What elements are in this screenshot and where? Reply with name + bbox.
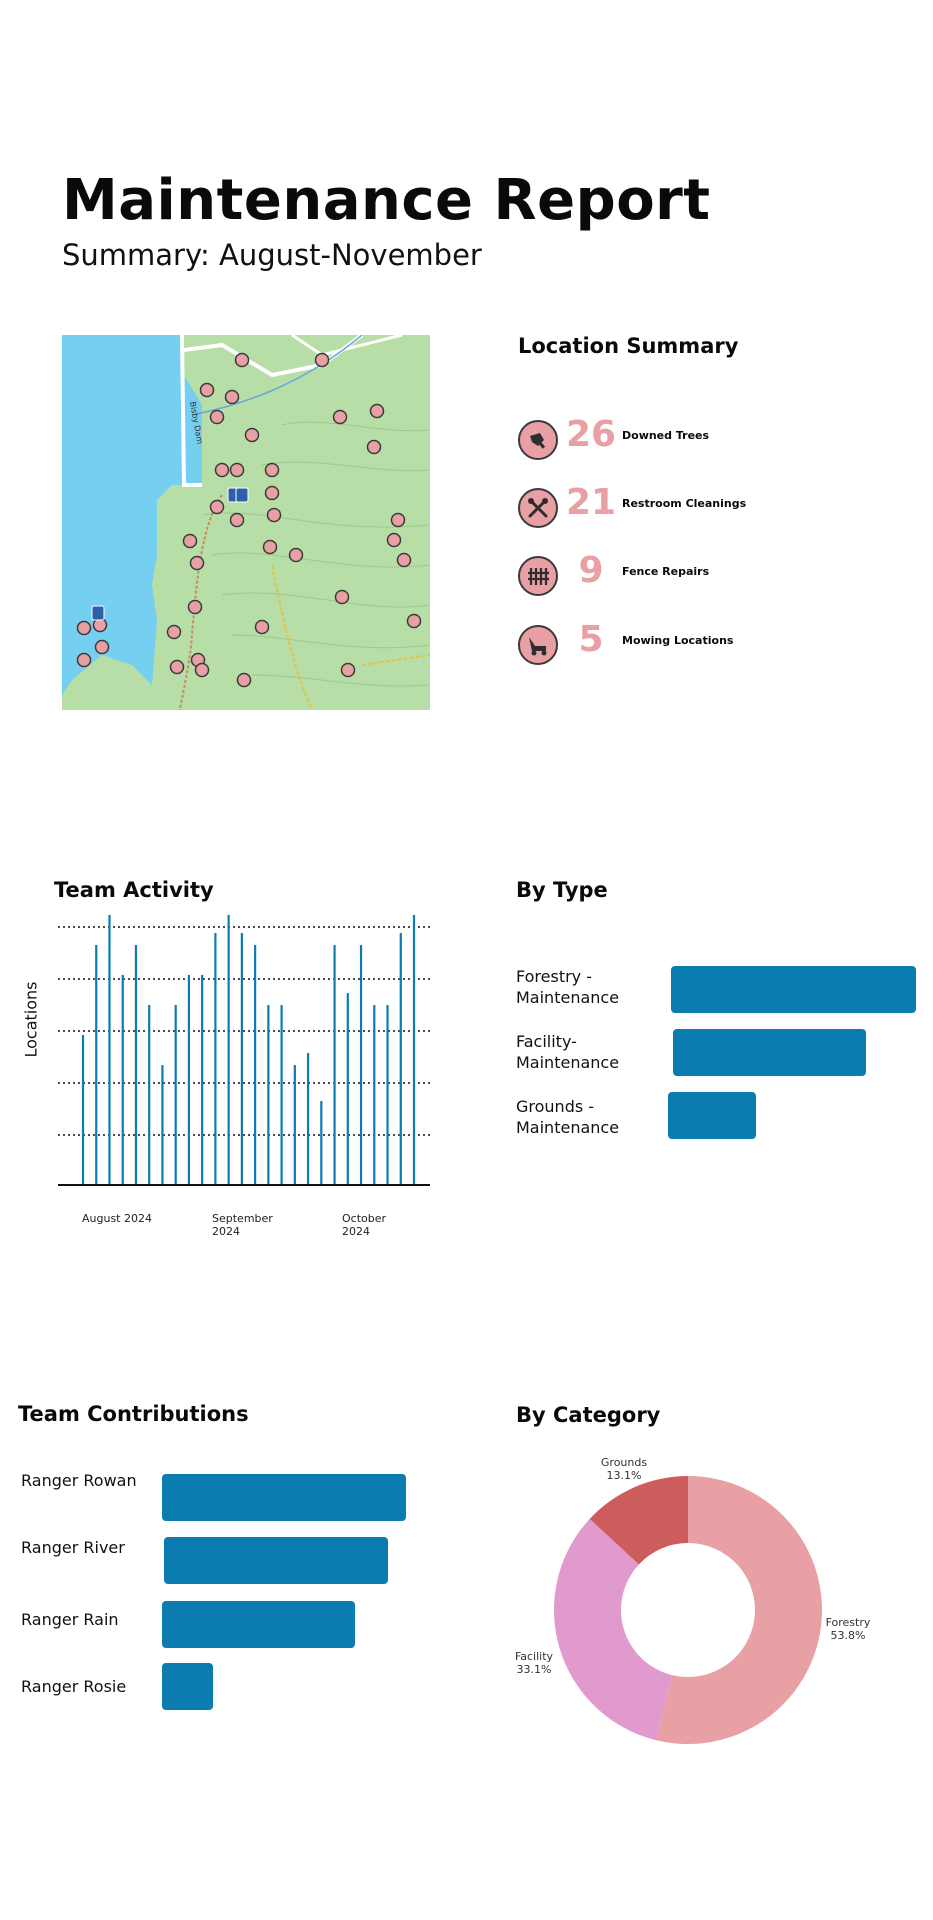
map-marker[interactable] xyxy=(201,384,214,397)
map-marker[interactable] xyxy=(336,591,349,604)
map-marker[interactable] xyxy=(238,674,251,687)
label-name: Facility xyxy=(514,1650,554,1663)
map-marker[interactable] xyxy=(78,622,91,635)
contribution-bar xyxy=(164,1537,388,1584)
map-marker[interactable] xyxy=(226,391,239,404)
page-subtitle: Summary: August-November xyxy=(62,238,482,272)
map-marker[interactable] xyxy=(184,535,197,548)
label-name: Forestry xyxy=(825,1616,871,1629)
by-type-bar xyxy=(671,966,916,1013)
summary-row-fence-repairs xyxy=(518,550,818,602)
ranger-label: Ranger Rosie xyxy=(21,1677,127,1696)
restroom-marker[interactable] xyxy=(92,606,104,620)
team-contributions-heading: Team Contributions xyxy=(18,1402,249,1426)
fence-icon xyxy=(518,556,558,596)
tools-icon xyxy=(518,488,558,528)
map-marker[interactable] xyxy=(398,554,411,567)
team-activity-chart xyxy=(56,905,434,1190)
map-marker[interactable] xyxy=(316,354,329,367)
by-type-bar xyxy=(668,1092,756,1139)
by-type-bar xyxy=(673,1029,866,1076)
map-marker[interactable] xyxy=(168,626,181,639)
xtick-label: August 2024 xyxy=(82,1212,152,1225)
label-pct: 13.1% xyxy=(606,1469,642,1482)
ranger-label: Ranger River xyxy=(21,1538,125,1557)
by-type-label: Facility- Maintenance xyxy=(516,1032,620,1072)
summary-label: Restroom Cleanings xyxy=(622,497,747,510)
map-marker[interactable] xyxy=(392,514,405,527)
map-marker[interactable] xyxy=(216,464,229,477)
map-marker[interactable] xyxy=(246,429,259,442)
xtick-label: October 2024 xyxy=(342,1212,387,1238)
map-marker[interactable] xyxy=(371,405,384,418)
map-marker[interactable] xyxy=(368,441,381,454)
summary-count: 5 xyxy=(578,619,604,660)
restroom-marker[interactable] xyxy=(236,488,248,502)
ranger-label: Ranger Rain xyxy=(21,1610,119,1629)
map-marker[interactable] xyxy=(264,541,277,554)
map-marker[interactable] xyxy=(96,641,109,654)
by-category-donut xyxy=(548,1470,828,1750)
team-activity-ylabel: Locations xyxy=(21,981,41,1058)
contribution-bar xyxy=(162,1663,213,1710)
map-marker[interactable] xyxy=(78,654,91,667)
map-marker[interactable] xyxy=(196,664,209,677)
donut-label-forestry xyxy=(818,1616,878,1642)
map-marker[interactable] xyxy=(266,464,279,477)
tree-icon xyxy=(518,420,558,460)
map-marker[interactable] xyxy=(334,411,347,424)
page-title: Maintenance Report xyxy=(62,168,711,233)
map-marker[interactable] xyxy=(236,354,249,367)
map-marker[interactable] xyxy=(231,464,244,477)
map-marker[interactable] xyxy=(189,601,202,614)
map-marker[interactable] xyxy=(171,661,184,674)
map-canvas xyxy=(62,335,430,710)
summary-label: Mowing Locations xyxy=(622,634,734,647)
label-pct: 33.1% xyxy=(516,1663,552,1676)
contribution-bar xyxy=(162,1601,355,1648)
summary-row-mowing-locations xyxy=(518,619,818,671)
location-summary-heading: Location Summary xyxy=(518,334,739,358)
ranger-label: Ranger Rowan xyxy=(21,1471,137,1490)
summary-count: 21 xyxy=(565,482,617,523)
summary-row-downed-trees xyxy=(518,414,818,466)
map-road-label: Bisby Dam xyxy=(188,400,205,445)
summary-count: 26 xyxy=(565,414,617,455)
summary-label: Downed Trees xyxy=(622,429,710,442)
mower-icon xyxy=(518,625,558,665)
summary-count: 9 xyxy=(578,550,604,591)
contribution-bar xyxy=(162,1474,406,1521)
map-marker[interactable] xyxy=(231,514,244,527)
label-pct: 53.8% xyxy=(830,1629,866,1642)
map-marker[interactable] xyxy=(268,509,281,522)
map-marker[interactable] xyxy=(290,549,303,562)
summary-label: Fence Repairs xyxy=(622,565,710,578)
map-marker[interactable] xyxy=(191,557,204,570)
donut-label-facility xyxy=(506,1650,562,1676)
donut-slice-facility xyxy=(554,1519,672,1740)
map-marker[interactable] xyxy=(256,621,269,634)
xtick-label: September 2024 xyxy=(212,1212,273,1238)
map-marker[interactable] xyxy=(342,664,355,677)
summary-row-restroom-cleanings xyxy=(518,482,818,534)
map-marker[interactable] xyxy=(266,487,279,500)
map[interactable] xyxy=(62,335,430,710)
map-marker[interactable] xyxy=(211,411,224,424)
label-name: Grounds xyxy=(600,1456,648,1469)
map-marker[interactable] xyxy=(211,501,224,514)
team-activity-heading: Team Activity xyxy=(54,878,214,902)
by-type-heading: By Type xyxy=(516,878,608,902)
donut-label-grounds xyxy=(596,1456,652,1482)
by-type-label: Grounds - Maintenance xyxy=(516,1097,620,1137)
map-marker[interactable] xyxy=(408,615,421,628)
by-type-label: Forestry - Maintenance xyxy=(516,967,620,1007)
by-category-heading: By Category xyxy=(516,1403,661,1427)
map-marker[interactable] xyxy=(388,534,401,547)
